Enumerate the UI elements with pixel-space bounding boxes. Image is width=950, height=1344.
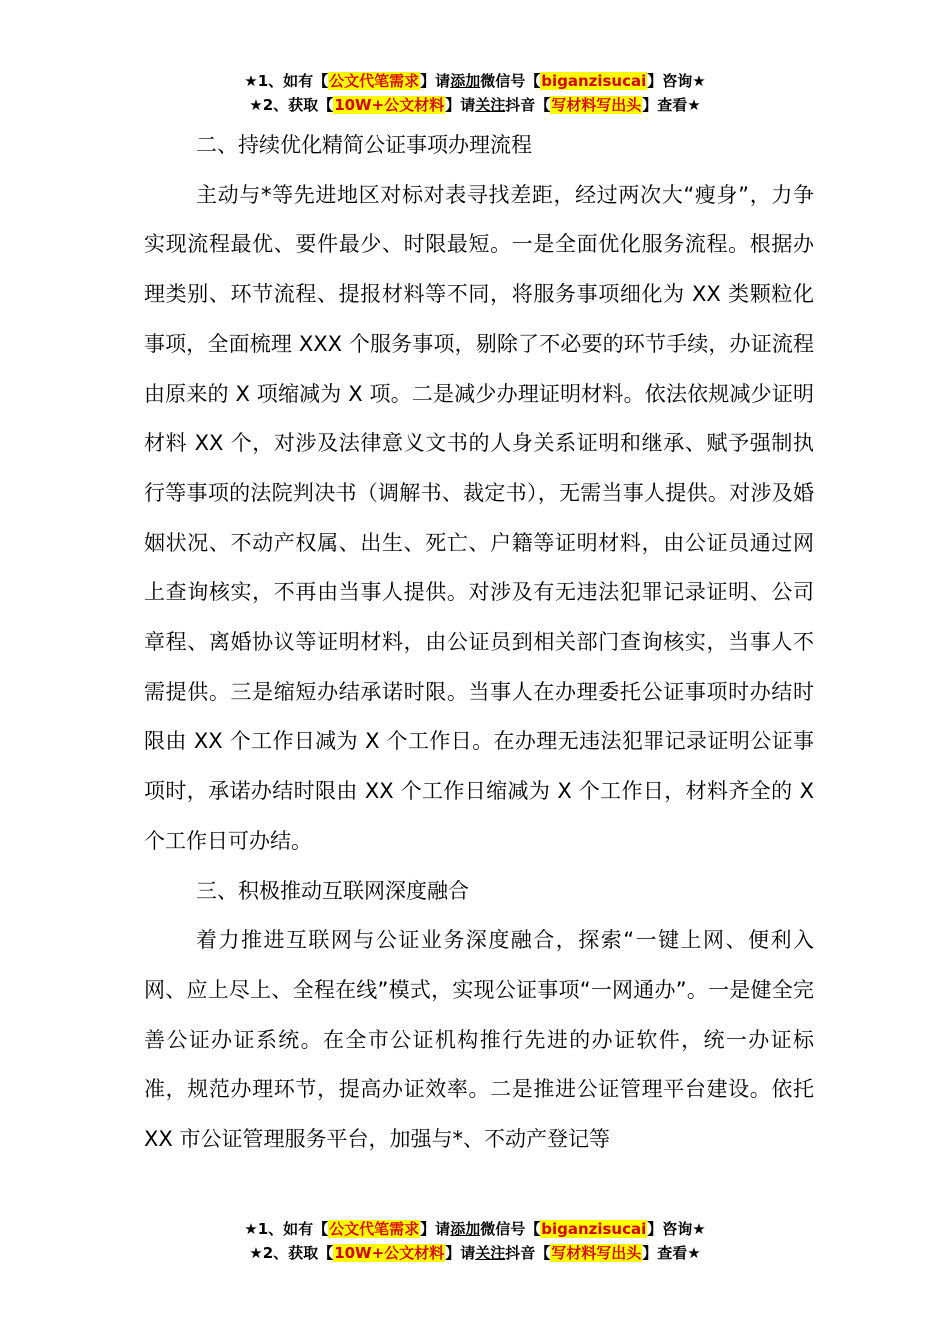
promo-line-1-mid: 】请 xyxy=(420,1220,451,1238)
promo-line-2-prefix: ★2、获取【 xyxy=(249,96,334,114)
promo-highlight-materials: 10W+公文材料 xyxy=(334,1244,445,1262)
document-body xyxy=(144,121,814,1165)
promo-line-2-suffix: 】查看★ xyxy=(642,96,701,114)
promo-line-2-prefix: ★2、获取【 xyxy=(249,1244,334,1262)
section-heading-3: 三、积极推动互联网深度融合 xyxy=(196,878,469,903)
promo-highlight-materials: 10W+公文材料 xyxy=(334,96,445,114)
promo-line-1-prefix: ★1、如有【 xyxy=(244,72,329,90)
top-promo-banner xyxy=(0,69,950,117)
promo-highlight-douyin: 写材料写出头 xyxy=(551,1244,642,1262)
promo-underlined-add: 添加 xyxy=(450,72,481,90)
promo-underlined-follow: 关注 xyxy=(475,96,506,114)
promo-highlight-wechat: biganzisucai xyxy=(541,1220,647,1238)
promo-line-2-mid2: 抖音【 xyxy=(505,96,551,114)
promo-line-1-suffix: 】咨询★ xyxy=(647,1220,706,1238)
promo-underlined-add: 添加 xyxy=(450,1220,481,1238)
promo-highlight-service: 公文代笔需求 xyxy=(329,72,420,90)
promo-line-1-suffix: 】咨询★ xyxy=(647,72,706,90)
paragraph-process-optimization: 主动与*等先进地区对标对表寻找差距，经过两次大“瘦身”，力争实现流程最优、要件最少、时限最短。一是全面优化服务流程。根据办理类别、环节流程、提报材料等不同，将服务事项细化为 XX 类颗粒化事项，全面梳理 XXX 个服务事项，剔除了不必要的环节手续，办证流程由原来的 X 项缩减为 X 项。二是减少办理证明材料。依法依规减少证明材料 XX 个，对涉及法律意义文书的人身关系证明和继承、赋予强制执行等事项的法院判决书（调解书、裁定书），无需当事人提供。对涉及婚姻状况、不动产权属、出生、死亡、户籍等证明材料，由公证员通过网上查询核实，不再由当事人提供。对涉及有无违法犯罪记录证明、公司章程、离婚协议等证明材料，由公证员到相关部门查询核实，当事人不需提供。三是缩短办结承诺时限。当事人在办理委托公证事项时办结时限由 XX 个工作日减为 X 个工作日。在办理无违法犯罪记录证明公证事项时，承诺办结时限由 XX 个工作日缩减为 X 个工作日，材料齐全的 X 个工作日可办结。 xyxy=(144,182,814,853)
promo-line-2-mid: 】请 xyxy=(445,96,476,114)
promo-highlight-wechat: biganzisucai xyxy=(541,72,647,90)
promo-underlined-follow: 关注 xyxy=(475,1244,506,1262)
paragraph-internet-integration: 着力推进互联网与公证业务深度融合，探索“一键上网、便利入网、应上尽上、全程在线”模式，实现公证事项“一网通办”。一是健全完善公证办证系统。在全市公证机构推行先进的办证软件，统一办证标准，规范办理环节，提高办证效率。二是推进公证管理平台建设。依托 XX 市公证管理服务平台，加强与*、不动产登记等 xyxy=(144,928,814,1152)
promo-highlight-service: 公文代笔需求 xyxy=(329,1220,420,1238)
promo-line-2-suffix: 】查看★ xyxy=(642,1244,701,1262)
promo-line-1 xyxy=(0,1217,950,1241)
promo-line-1-mid2: 微信号【 xyxy=(480,1220,541,1238)
promo-line-2 xyxy=(0,1241,950,1265)
bottom-promo-banner xyxy=(0,1217,950,1265)
promo-line-2 xyxy=(0,93,950,117)
promo-line-1-mid: 】请 xyxy=(420,72,451,90)
section-heading-2: 二、持续优化精简公证事项办理流程 xyxy=(196,133,532,157)
promo-line-2-mid2: 抖音【 xyxy=(505,1244,551,1262)
promo-line-2-mid: 】请 xyxy=(445,1244,476,1262)
promo-line-1-mid2: 微信号【 xyxy=(480,72,541,90)
promo-line-1 xyxy=(0,69,950,93)
promo-highlight-douyin: 写材料写出头 xyxy=(551,96,642,114)
promo-line-1-prefix: ★1、如有【 xyxy=(244,1220,329,1238)
